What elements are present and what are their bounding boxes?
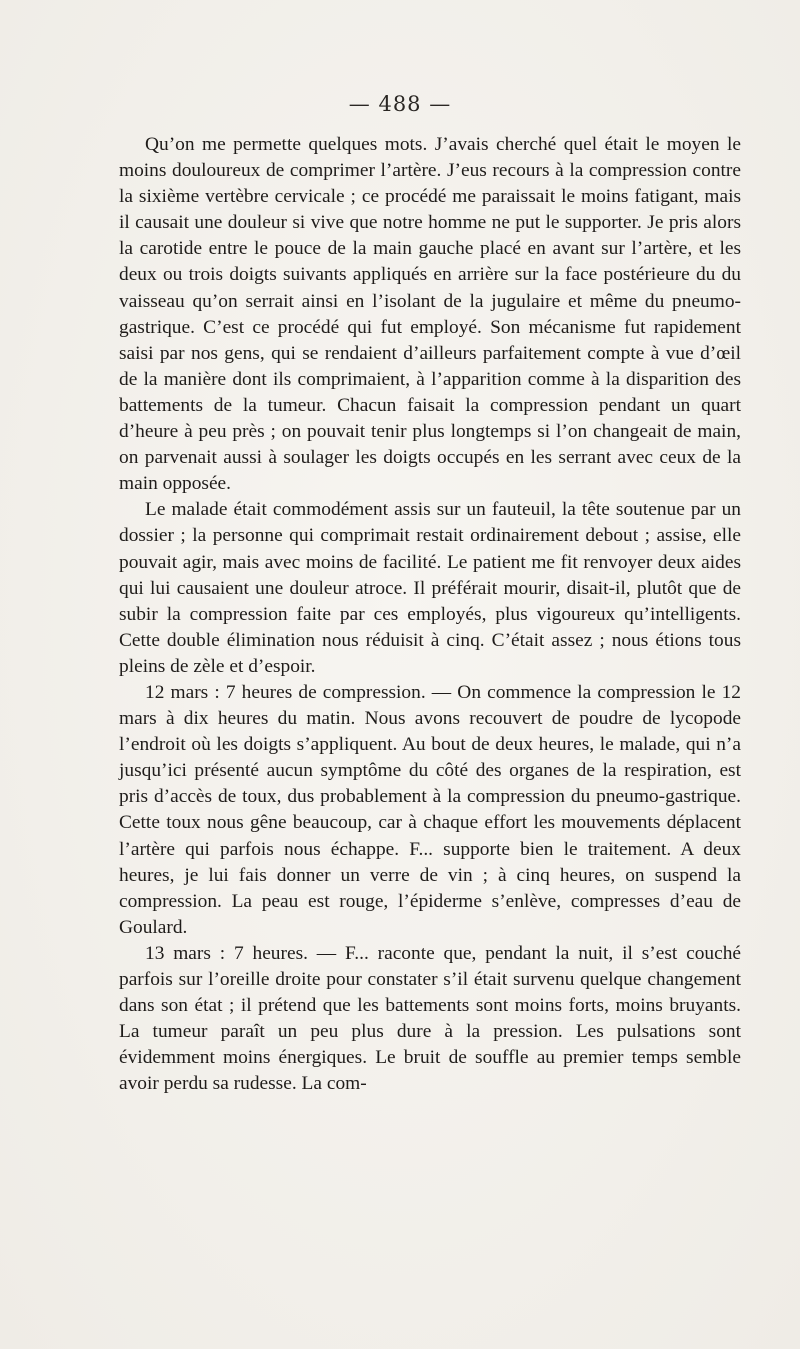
paragraph-3: 12 mars : 7 heures de compression. — On commence la compression le 12 mars à dix heures du matin. Nous avons recouvert de poudre de lycopode l’endroit où les doigts s’appliquent. Au bout de deux heures, le malade, qui n’a jusqu’ici présenté aucun symptôme du côté des organes de la respiration, est pris d’accès de toux, dus probablement à la compression du pneumo-gastrique. Cette toux nous gêne beaucoup, car à chaque effort les mouvements déplacent l’artère qui parfois nous échappe. F... supporte bien le traitement. A deux heures, je lui fais donner un verre de vin ; à cinq heures, on suspend la compression. La peau est rouge, l’épiderme s’enlève, compresses d’eau de Goulard. <box>119 681 741 938</box>
paragraph-1: Qu’on me permette quelques mots. J’avais cherché quel était le moyen le moins douloureux de comprimer l’artère. J’eus recours à la compression contre la sixième vertèbre cervicale ; ce procédé me paraissait le moins fatigant, mais il causait une douleur si vive que notre homme ne put le supporter. Je pris alors la carotide entre le pouce de la main gauche placé en avant sur l’artère, et les deux ou trois doigts suivants appliqués en arrière sur la face postérieure du du vaisseau qu’on serrait ainsi en l’isolant de la jugulaire et même du pneumo-gastrique. C’est ce procédé qui fut employé. Son mécanisme fut rapidement saisi par nos gens, qui se rendaient d’ailleurs parfaitement compte à vue d’œil de la manière dont ils comprimaient, à l’apparition comme à la disparition des battements de la tumeur. Chacun faisait la compression pendant un quart d’heure à peu près ; on pouvait tenir plus longtemps si l’on changeait de main, on parvenait aussi à soulager les doigts occupés en les serrant avec ceux de la main opposée. <box>119 134 741 495</box>
paragraph-4: 13 mars : 7 heures. — F... raconte que, pendant la nuit, il s’est couché parfois sur l’oreille droite pour constater s’il était survenu quelque changement dans son état ; il prétend que les battements sont moins forts, moins bruyants. La tumeur paraît un peu plus dure à la pression. Les pulsations sont évidemment moins énergiques. Le bruit de souffle au premier temps semble avoir perdu sa rudesse. La com- <box>119 942 741 1095</box>
paragraph-2: Le malade était commodément assis sur un fauteuil, la tête soutenue par un dossier ; la personne qui comprimait restait ordinairement debout ; assise, elle pouvait agir, mais avec moins de facilité. Le patient me fit renvoyer deux aides qui lui causaient une douleur atroce. Il préférait mourir, disait-il, plutôt que de subir la compression faite par ces employés, plus vigoureux qu’intelligents. Cette double élimination nous réduisit à cinq. C’était assez ; nous étions tous pleins de zèle et d’espoir. <box>119 499 741 677</box>
body-text <box>119 132 741 1097</box>
page-number: — 488 — <box>348 92 452 116</box>
